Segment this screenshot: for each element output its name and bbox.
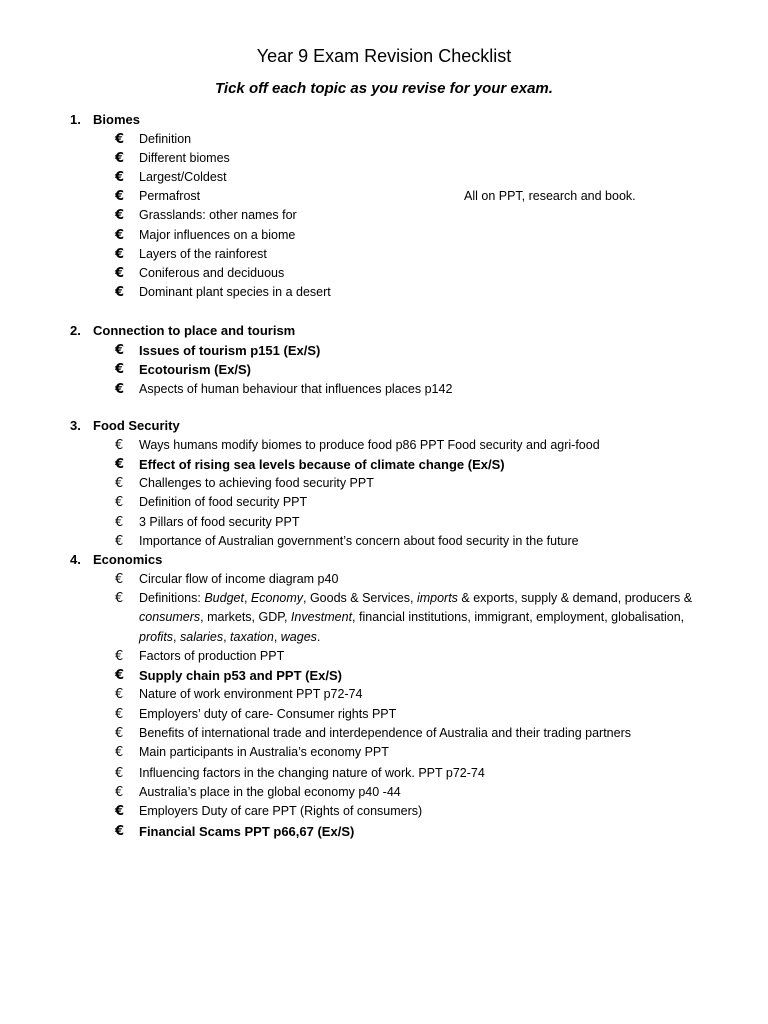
checkbox-icon[interactable]: € bbox=[115, 208, 125, 223]
section-heading bbox=[70, 322, 295, 339]
checkbox-icon[interactable]: € bbox=[115, 785, 124, 800]
checkbox-icon[interactable]: € bbox=[115, 534, 124, 549]
item-label: Permafrost bbox=[139, 189, 201, 203]
item-label: Influencing factors in the changing nature of work. PPT p72-74 bbox=[139, 766, 485, 780]
section-title: Economics bbox=[93, 552, 163, 567]
item-label: Employers’ duty of care- Consumer rights PPT bbox=[139, 707, 397, 721]
checkbox-icon[interactable]: € bbox=[115, 476, 124, 491]
checkbox-icon[interactable]: € bbox=[115, 285, 125, 300]
checkbox-icon[interactable]: € bbox=[115, 804, 125, 819]
section-title: Food Security bbox=[93, 418, 180, 433]
item-label: Nature of work environment PPT p72-74 bbox=[139, 687, 363, 701]
item-label: Definitions: Budget, Economy, Goods & Services, imports & exports, supply & demand, producers & consumers, markets, GDP, Investment, financial institutions, immigrant, employment, globalisation, profits, salaries, taxation, wages. bbox=[139, 591, 693, 644]
item-label: Factors of production PPT bbox=[139, 649, 285, 663]
checkbox-icon[interactable]: € bbox=[115, 343, 125, 358]
page-subtitle: Tick off each topic as you revise for your exam. bbox=[215, 80, 553, 97]
definitions-label: Definitions: bbox=[139, 591, 201, 605]
term: wages bbox=[280, 629, 317, 644]
term: imports bbox=[416, 591, 458, 605]
checkbox-icon[interactable]: € bbox=[115, 457, 125, 472]
section-number: 2. bbox=[70, 323, 81, 338]
item-label: 3 Pillars of food security PPT bbox=[139, 515, 300, 529]
checkbox-icon[interactable]: € bbox=[115, 726, 124, 741]
item-label: Ecotourism (Ex/S) bbox=[139, 362, 251, 377]
item-label: Challenges to achieving food security PPT bbox=[139, 476, 374, 490]
item-label: Grasslands: other names for bbox=[139, 208, 297, 222]
side-note: All on PPT, research and book. bbox=[464, 189, 636, 203]
section-heading bbox=[70, 417, 180, 434]
item-label: Importance of Australian government’s concern about food security in the future bbox=[139, 534, 579, 548]
item-label: Coniferous and deciduous bbox=[139, 266, 285, 280]
item-label: Financial Scams PPT p66,67 (Ex/S) bbox=[139, 824, 355, 839]
term: Budget bbox=[204, 591, 244, 605]
section-number: 4. bbox=[70, 552, 81, 567]
checkbox-icon[interactable]: € bbox=[115, 151, 125, 166]
checkbox-icon[interactable]: € bbox=[115, 228, 125, 243]
term: Economy bbox=[250, 591, 304, 605]
checkbox-icon[interactable]: € bbox=[115, 745, 124, 760]
checkbox-icon[interactable]: € bbox=[115, 572, 124, 587]
item-label: Effect of rising sea levels because of climate change (Ex/S) bbox=[139, 457, 505, 472]
term: consumers bbox=[139, 610, 201, 625]
checkbox-icon[interactable]: € bbox=[115, 591, 124, 606]
term: profits bbox=[139, 629, 174, 644]
checkbox-icon[interactable]: € bbox=[115, 266, 125, 281]
section-title: Biomes bbox=[93, 112, 140, 127]
item-label: Different biomes bbox=[139, 151, 230, 165]
term: taxation bbox=[230, 629, 274, 644]
term: salaries bbox=[180, 629, 224, 644]
term: Investment bbox=[290, 610, 353, 625]
item-label: Definition bbox=[139, 132, 192, 146]
checkbox-icon[interactable]: € bbox=[115, 189, 125, 204]
item-label: Issues of tourism p151 (Ex/S) bbox=[139, 343, 321, 358]
checkbox-icon[interactable]: € bbox=[115, 824, 125, 839]
item-label: Definition of food security PPT bbox=[139, 495, 308, 509]
section-heading bbox=[70, 551, 162, 568]
checkbox-icon[interactable]: € bbox=[115, 247, 125, 262]
checkbox-icon[interactable]: € bbox=[115, 515, 124, 530]
section-title: Connection to place and tourism bbox=[93, 323, 296, 338]
item-label: Supply chain p53 and PPT (Ex/S) bbox=[139, 668, 342, 683]
item-label: Layers of the rainforest bbox=[139, 247, 267, 261]
checkbox-icon[interactable]: € bbox=[115, 170, 125, 185]
checkbox-icon[interactable]: € bbox=[115, 766, 124, 781]
checkbox-icon[interactable]: € bbox=[115, 687, 124, 702]
section-number: 1. bbox=[70, 112, 81, 127]
item-label: Largest/Coldest bbox=[139, 170, 227, 184]
checkbox-icon[interactable]: € bbox=[115, 649, 124, 664]
section-number: 3. bbox=[70, 418, 81, 433]
checkbox-icon[interactable]: € bbox=[115, 707, 124, 722]
item-label: Major influences on a biome bbox=[139, 228, 296, 242]
checkbox-icon[interactable]: € bbox=[115, 362, 125, 377]
item-label: Ways humans modify biomes to produce food p86 PPT Food security and agri-food bbox=[139, 438, 600, 452]
checkbox-icon[interactable]: € bbox=[115, 438, 124, 453]
section-heading bbox=[70, 111, 140, 128]
item-label: Australia’s place in the global economy p40 -44 bbox=[139, 785, 401, 799]
item-label: Circular flow of income diagram p40 bbox=[139, 572, 339, 586]
item-label: Main participants in Australia’s economy PPT bbox=[139, 745, 389, 759]
checkbox-icon[interactable]: € bbox=[115, 668, 125, 683]
item-label: Dominant plant species in a desert bbox=[139, 285, 331, 299]
item-label: Employers Duty of care PPT (Rights of consumers) bbox=[139, 804, 423, 818]
page-title: Year 9 Exam Revision Checklist bbox=[256, 46, 512, 66]
item-label: Aspects of human behaviour that influences places p142 bbox=[139, 382, 453, 396]
checkbox-icon[interactable]: € bbox=[115, 382, 125, 397]
item-label: Benefits of international trade and interdependence of Australia and their trading partners bbox=[139, 726, 631, 740]
checkbox-icon[interactable]: € bbox=[115, 495, 124, 510]
checkbox-icon[interactable]: € bbox=[115, 132, 125, 147]
